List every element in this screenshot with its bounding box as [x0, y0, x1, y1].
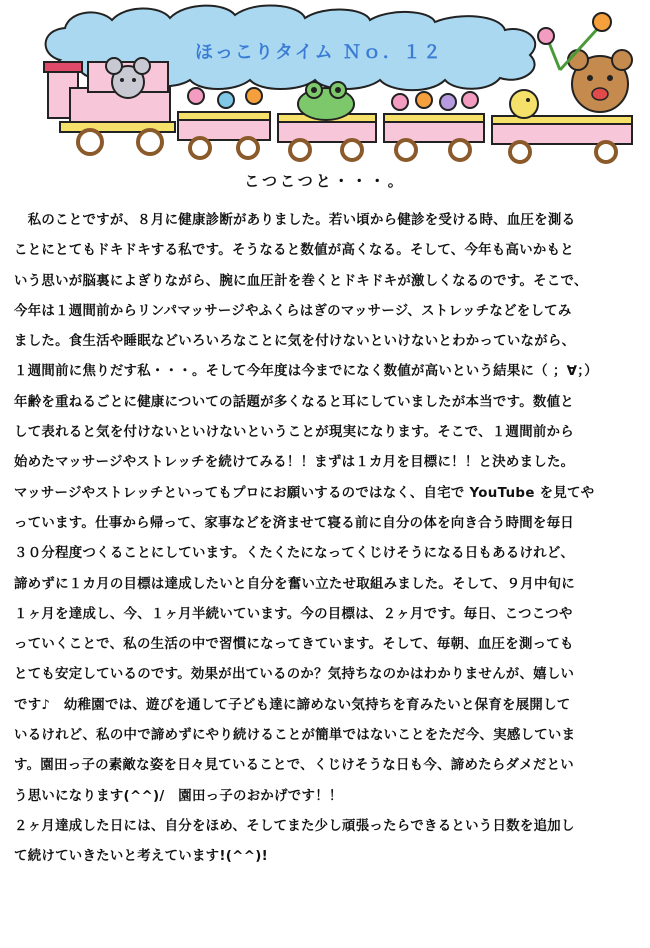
train-car-2 [278, 82, 376, 160]
body-line: ことにとてもドキドキする私です。そうなると数値が高くなる。そして、今年も高いかもと [14, 243, 574, 259]
body-line: ２ヶ月達成した日には、自分をほめ、そしてまた少し頑張ったらできるという日数を追加し [14, 818, 575, 834]
body-line: マッサージやストレッチといってもプロにお願いするのではなく、自宅で YouTube を見てや [14, 485, 595, 501]
body-line: う思いになります(^^)/ 園田っ子のおかげです！！ [14, 788, 343, 804]
train-illustration [0, 0, 650, 170]
body-line: ３０分程度つくることにしています。くたくたになってくじけそうになる日もあるけれど、 [14, 546, 575, 562]
body-line: して表れると気を付けないといけないということが現実になります。そこで、１週間前から [14, 425, 574, 441]
body-line: っています。仕事から帰って、家事などを済ませて寝る前に自分の体を向き合う時間を毎日 [14, 515, 574, 531]
article-subtitle: こつこつと・・・。 [244, 172, 406, 190]
body-line: です♪ 幼稚園では、遊びを通して子ども達に諦めない気持ちを育みたいと保育を展開して [14, 697, 571, 713]
body-line: 今年は１週間前からリンパマッサージやふくらはぎのマッサージ、ストレッチなどをしてみ [14, 303, 572, 319]
body-line: １週間前に焦りだす私・・・。そして今年度は今までになく数値が高いという結果に（ ；∀；） [14, 364, 598, 380]
body-line: いるけれど、私の中で諦めずにやり続けることが簡単ではないことをただ今、実感していま [14, 728, 576, 744]
body-line: 私のことですが、８月に健康診断がありました。若い頃から健診を受ける時、血圧を測る [14, 213, 576, 228]
article-body [14, 206, 638, 873]
body-line: 始めたマッサージやストレッチを続けてみる！！まずは１カ月を目標に！！と決めました。 [14, 455, 575, 471]
body-line: 年齢を重ねるごとに健康についての話題が多くなると耳にしていましたが本当です。数値と [14, 394, 574, 410]
body-line: す。園田っ子の素敵な姿を日々見ていることで、くじけそうな日も今、諦めたらダメだとい [14, 758, 574, 774]
body-line: て続けていきたいと考えています!(^^)! [14, 849, 269, 865]
body-line: っていくことで、私の生活の中で習慣になってきています。そして、毎朝、血圧を測っても [14, 637, 574, 653]
train-car-1 [178, 88, 270, 158]
body-line: ました。食生活や睡眠などいろいろなことに気を付けないといけないとわかっていながら、 [14, 334, 576, 350]
header-illustration [0, 0, 650, 170]
locomotive [44, 58, 175, 154]
train-car-3 [384, 92, 484, 160]
body-line: 諦めずに１カ月の目標は達成したいと自分を奮い立たせ取組みました。そして、９月中旬に [14, 576, 576, 592]
body-line: １ヶ月を達成し、今、１ヶ月半続いています。今の目標は、２ヶ月です。毎日、こつこつや [14, 606, 573, 622]
body-line: いう思いが脳裏によぎりながら、腕に血圧計を巻くとドキドキが激しくなるのです。そこで、 [14, 273, 588, 289]
body-line: とても安定しているのです。効果が出ているのか？気持ちなのかはわかりませんが、嬉しい [14, 667, 575, 683]
banner-title: ほっこりタイム Ｎｏ．１２ [195, 42, 443, 63]
